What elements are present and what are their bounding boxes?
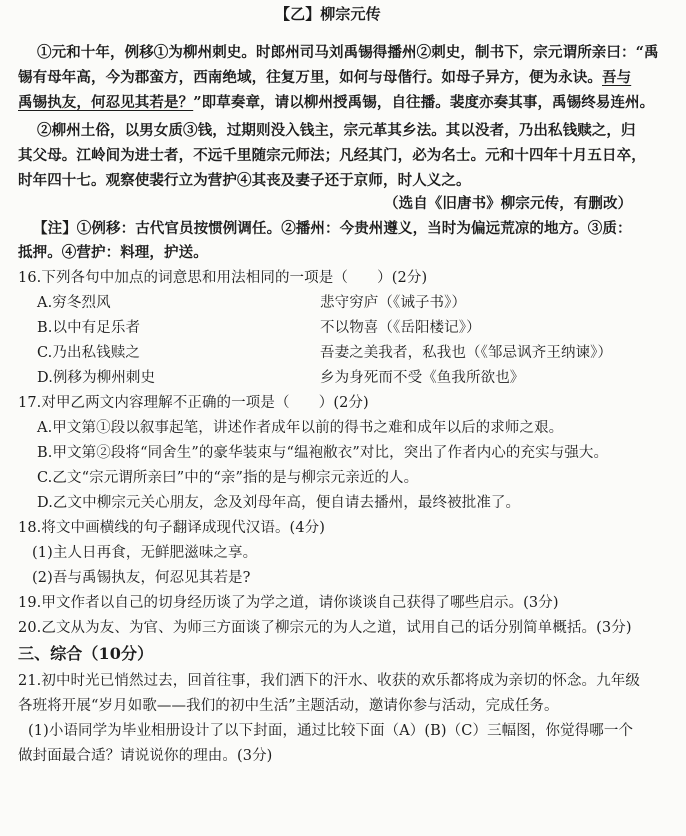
q21-line1: 21.初中时光已悄然过去，回首往事，我们洒下的汗水、收获的欢乐都将成为亲切的怀念。九年级 [18, 673, 640, 689]
notes-line1: 【注】①例移：古代官员按惯例调任。②播州：今贵州遵义，当时为偏远荒凉的地方。③质： [33, 220, 632, 237]
q18-sentence-2: (2)吾与禹锡执友，何忍见其若是? [32, 570, 251, 586]
q21-line4: 做封面最合适？请说说你的理由。(3分) [18, 748, 273, 764]
q16-option-d-right: 乡为身死而不受《鱼我所欲也》 [320, 370, 525, 386]
q21-line2: 各班将开展“岁月如歌——我们的初中生活”主题活动，邀请你参与活动，完成任务。 [18, 698, 559, 714]
q16-option-a-right: 悲守穷庐（《诫子书》） [320, 295, 467, 311]
q17-option-c: C.乙文“宗元谓所亲曰”中的“亲”指的是与柳宗元亲近的人。 [37, 470, 419, 486]
q17-option-b: B.甲文第②段将“同舍生”的豪华装束与“缊袍敝衣”对比，突出了作者内心的充实与强大。 [37, 445, 609, 461]
q19-stem: 19.甲文作者以自己的切身经历谈了为学之道，请你谈谈自己获得了哪些启示。(3分) [18, 595, 559, 611]
notes-line2: 抵押。④营护：料理，护送。 [18, 244, 208, 261]
q16-option-c-left: C.乃出私钱赎之 [37, 345, 140, 361]
passage-yi-title: 【乙】柳宗元传 [275, 5, 381, 23]
q16-option-b-left: B.以中有足乐者 [37, 320, 141, 336]
para1-line1: ①元和十年，例移①为柳州刺史。时郎州司马刘禹锡得播州②刺史，制书下，宗元谓所亲曰：“禹 [37, 44, 659, 61]
para1-line2 [18, 68, 631, 88]
q16-stem: 16.下列各句中加点的词意思和用法相同的一项是（ ）(2分) [18, 270, 428, 286]
para2-line2: 其父母。江岭间为进士者，不远千里随宗元师法；凡经其门，必为名士。元和十四年十月五日卒， [18, 147, 646, 164]
q16-option-a-left: A.穷冬烈风 [37, 295, 111, 311]
source-citation: （选自《旧唐书》柳宗元传，有删改） [384, 195, 633, 212]
para2-line1: ②柳州土俗，以男女质③钱，过期则没入钱主，宗元革其乡法。其以没者，乃出私钱赎之，归 [37, 122, 636, 139]
para1-line2-text: 锡有母年高，今为郡蛮方，西南绝域，往复万里，如何与母偕行。如母子异方，便为永诀。 [18, 69, 602, 86]
para2-line3: 时年四十七。观察使裴行立为营护④其丧及妻子还于京师，时人义之。 [18, 172, 471, 189]
q20-stem: 20.乙文从为友、为官、为师三方面谈了柳宗元的为人之道，试用自己的话分别简单概括。(3分) [18, 620, 632, 636]
para1-line3-text: ”即草奏章，请以柳州授禹锡，自往播。裴度亦奏其事，禹锡终易连州。 [193, 94, 655, 111]
q16-option-d-left: D.例移为柳州刺史 [37, 370, 156, 386]
q18-stem: 18.将文中画横线的句子翻译成现代汉语。(4分) [18, 520, 325, 536]
q21-line3: (1)小语同学为毕业相册设计了以下封面，通过比较下面（A）(B)（C）三幅图，你觉得哪一个 [28, 723, 634, 739]
q17-option-d: D.乙文中柳宗元关心朋友，念及刘母年高，便自请去播州，最终被批准了。 [37, 495, 521, 511]
para1-line3 [18, 93, 654, 113]
para1-underlined-end: 禹锡执友，何忍见其若是？ [18, 94, 194, 111]
para1-underlined-start: 吾与 [602, 69, 632, 86]
q17-option-a: A.甲文第①段以叙事起笔，讲述作者成年以前的得书之难和成年以后的求师之艰。 [37, 420, 564, 436]
q18-sentence-1: (1)主人日再食，无鲜肥滋味之享。 [32, 545, 258, 561]
q16-option-c-right: 吾妻之美我者，私我也（《邹忌讽齐王纳谏》） [320, 345, 613, 361]
q17-stem: 17.对甲乙两文内容理解不正确的一项是（ ）(2分) [18, 395, 369, 411]
section-3-heading: 三、综合（10分） [18, 644, 154, 663]
q16-option-b-right: 不以物喜（《岳阳楼记》） [320, 320, 481, 336]
